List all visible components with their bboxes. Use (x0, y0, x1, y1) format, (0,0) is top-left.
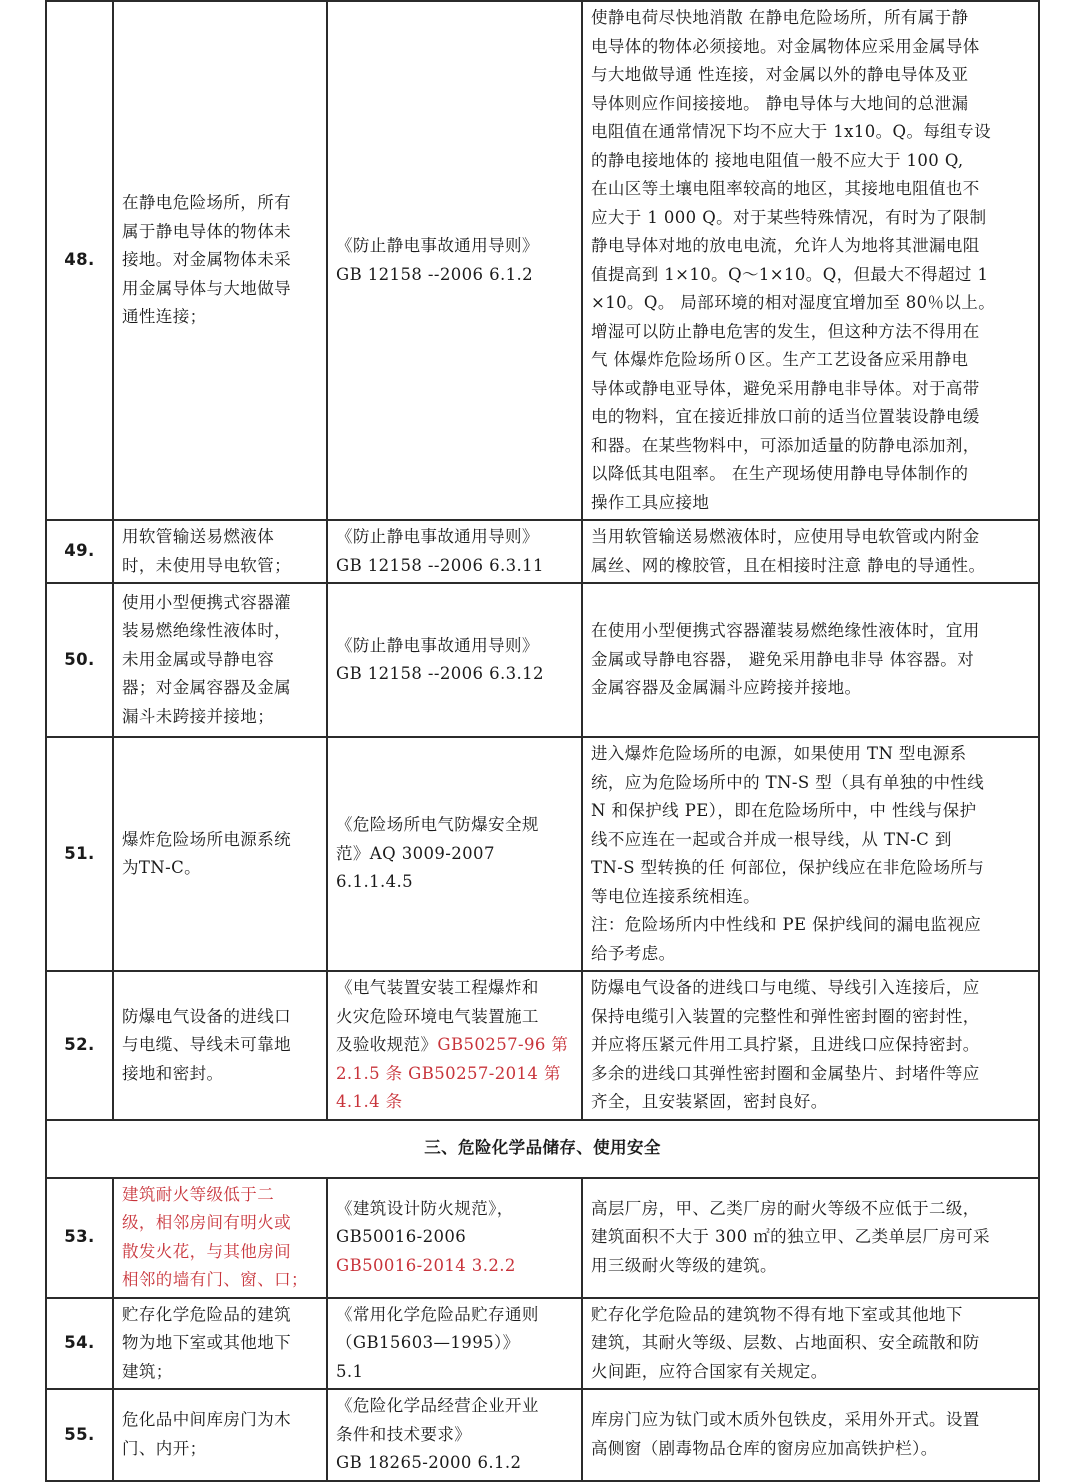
regulation-basis: 《建筑设计防火规范》， GB50016-2006 GB50016-2014 3.2.2 (327, 1178, 582, 1298)
hazard-item: 贮存化学危险品的建筑 物为地下室或其他地下 建筑； (113, 1298, 327, 1390)
hazard-item: 防爆电气设备的进线口 与电缆、导线未可靠地 接地和密封。 (113, 971, 327, 1120)
row-number: 55. (46, 1389, 113, 1481)
requirement-text: 贮存化学危险品的建筑物不得有地下室或其他地下 建筑，其耐火等级、层数、占地面积、安全疏散和防 火间距，应符合国家有关规定。 (582, 1298, 1039, 1390)
table-row (46, 1298, 1039, 1390)
table-row (46, 1, 1039, 520)
hazard-checklist-table (45, 0, 1040, 1482)
table-row (46, 1389, 1039, 1481)
requirement-text: 使静电荷尽快地消散 在静电危险场所，所有属于静 电导体的物体必须接地。对金属物体应采用金属导体 与大地做导通 性连接，对金属以外的静电导体及亚 导体则应作间接接地。 静电导体与大地间的总泄漏 电阻值在通常情况下均不应大于 1x10。Q。每组专设 的静电接地体的 接地电阻值一般不应大于 100 Q, 在山区等土壤电阻率较高的地区，其接地电阻值也不 应大于 1 000 Q。对于某些特殊情况，有时为了限制 静电导体对地的放电电流，允许人为地将其泄漏电阻 值提高到 1×10。Q～1×10。Q，但最大不得超过 1 ×10。Q。 局部环境的相对湿度宜增加至 80％以上。 增湿可以防止静电危害的发生，但这种方法不得用在 气 体爆炸危险场所０区。生产工艺设备应采用静电 导体或静电亚导体，避免采用静电非导体。对于高带 电的物料，宜在接近排放口前的适当位置装设静电缓 和器。在某些物料中，可添加适量的防静电添加剂， 以降低其电阻率。 在生产现场使用静电导体制作的 操作工具应接地 (582, 1, 1039, 520)
regulation-basis: 《防止静电事故通用导则》 GB 12158 --2006 6.1.2 (327, 1, 582, 520)
table-row (46, 520, 1039, 583)
table-row (46, 971, 1039, 1120)
row-number: 48. (46, 1, 113, 520)
table-row (46, 737, 1039, 971)
row-number: 52. (46, 971, 113, 1120)
regulation-basis: 《防止静电事故通用导则》 GB 12158 --2006 6.3.11 (327, 520, 582, 583)
requirement-text: 高层厂房，甲、乙类厂房的耐火等级不应低于二级， 建筑面积不大于 300 ㎡的独立甲、乙类单层厂房可采 用三级耐火等级的建筑。 (582, 1178, 1039, 1298)
hazard-item: 用软管输送易燃液体 时，未使用导电软管； (113, 520, 327, 583)
requirement-text: 防爆电气设备的进线口与电缆、导线引入连接后，应 保持电缆引入装置的完整性和弹性密封圈的密封性， 并应将压紧元件用工具拧紧，且进线口应保持密封。 多余的进线口其弹性密封圈和金属垫片、封堵件等应 齐全，且安装紧固，密封良好。 (582, 971, 1039, 1120)
row-number: 53. (46, 1178, 113, 1298)
hazard-item: 使用小型便携式容器灌 装易燃绝缘性液体时， 未用金属或导静电容 器；对金属容器及金属 漏斗未跨接并接地； (113, 583, 327, 737)
regulation-basis: 《电气装置安装工程爆炸和 火灾危险环境电气装置施工 及验收规范》GB50257-96 第 2.1.5 条 GB50257-2014 第 4.1.4 条 (327, 971, 582, 1120)
revised-standard-note: GB50016-2014 3.2.2 (336, 1255, 516, 1275)
hazard-item: 建筑耐火等级低于二 级，相邻房间有明火或 散发火花，与其他房间 相邻的墙有门、窗、口； (113, 1178, 327, 1298)
section-heading: 三、危险化学品储存、使用安全 (46, 1120, 1039, 1178)
row-number: 51. (46, 737, 113, 971)
section-row (46, 1120, 1039, 1178)
revised-standard-note: 4.1.4 条 (336, 1092, 403, 1111)
row-number: 54. (46, 1298, 113, 1390)
requirement-text: 库房门应为钛门或木质外包铁皮，采用外开式。设置 高侧窗（剧毒物品仓库的窗房应加高铁护栏）。 (582, 1389, 1039, 1481)
table-row (46, 583, 1039, 737)
row-number: 49. (46, 520, 113, 583)
table-row (46, 1178, 1039, 1298)
hazard-item: 爆炸危险场所电源系统 为TN-C。 (113, 737, 327, 971)
regulation-basis: 《危险化学品经营企业开业 条件和技术要求》 GB 18265-2000 6.1.2 (327, 1389, 582, 1481)
hazard-item: 危化品中间库房门为木 门、内开； (113, 1389, 327, 1481)
revised-standard-note: GB50257-96 第 (437, 1035, 569, 1054)
regulation-basis: 《常用化学危险品贮存通则 （GB15603—1995）》 5.1 (327, 1298, 582, 1390)
regulation-basis: 《防止静电事故通用导则》 GB 12158 --2006 6.3.12 (327, 583, 582, 737)
row-number: 50. (46, 583, 113, 737)
requirement-text: 当用软管输送易燃液体时，应使用导电软管或内附金 属丝、网的橡胶管，且在相接时注意 静电的导通性。 (582, 520, 1039, 583)
hazard-item: 在静电危险场所，所有 属于静电导体的物体未 接地。对金属物体未采 用金属导体与大地做导 通性连接； (113, 1, 327, 520)
requirement-text: 在使用小型便携式容器灌装易燃绝缘性液体时，宜用 金属或导静电容器， 避免采用静电非导 体容器。对 金属容器及金属漏斗应跨接并接地。 (582, 583, 1039, 737)
regulation-basis: 《危险场所电气防爆安全规 范》AQ 3009-2007 6.1.1.4.5 (327, 737, 582, 971)
revised-standard-note: 2.1.5 条 GB50257-2014 第 (336, 1063, 561, 1083)
requirement-text: 进入爆炸危险场所的电源，如果使用 TN 型电源系 统，应为危险场所中的 TN-S 型（具有单独的中性线 N 和保护线 PE），即在危险场所中，中 性线与保护 线不应连在一起或合并成一根导线，从 TN-C 到 TN-S 型转换的任 何部位，保护线应在非危险场所与 等电位连接系统相连。 注：危险场所内中性线和 PE 保护线间的漏电监视应 给予考虑。 (582, 737, 1039, 971)
